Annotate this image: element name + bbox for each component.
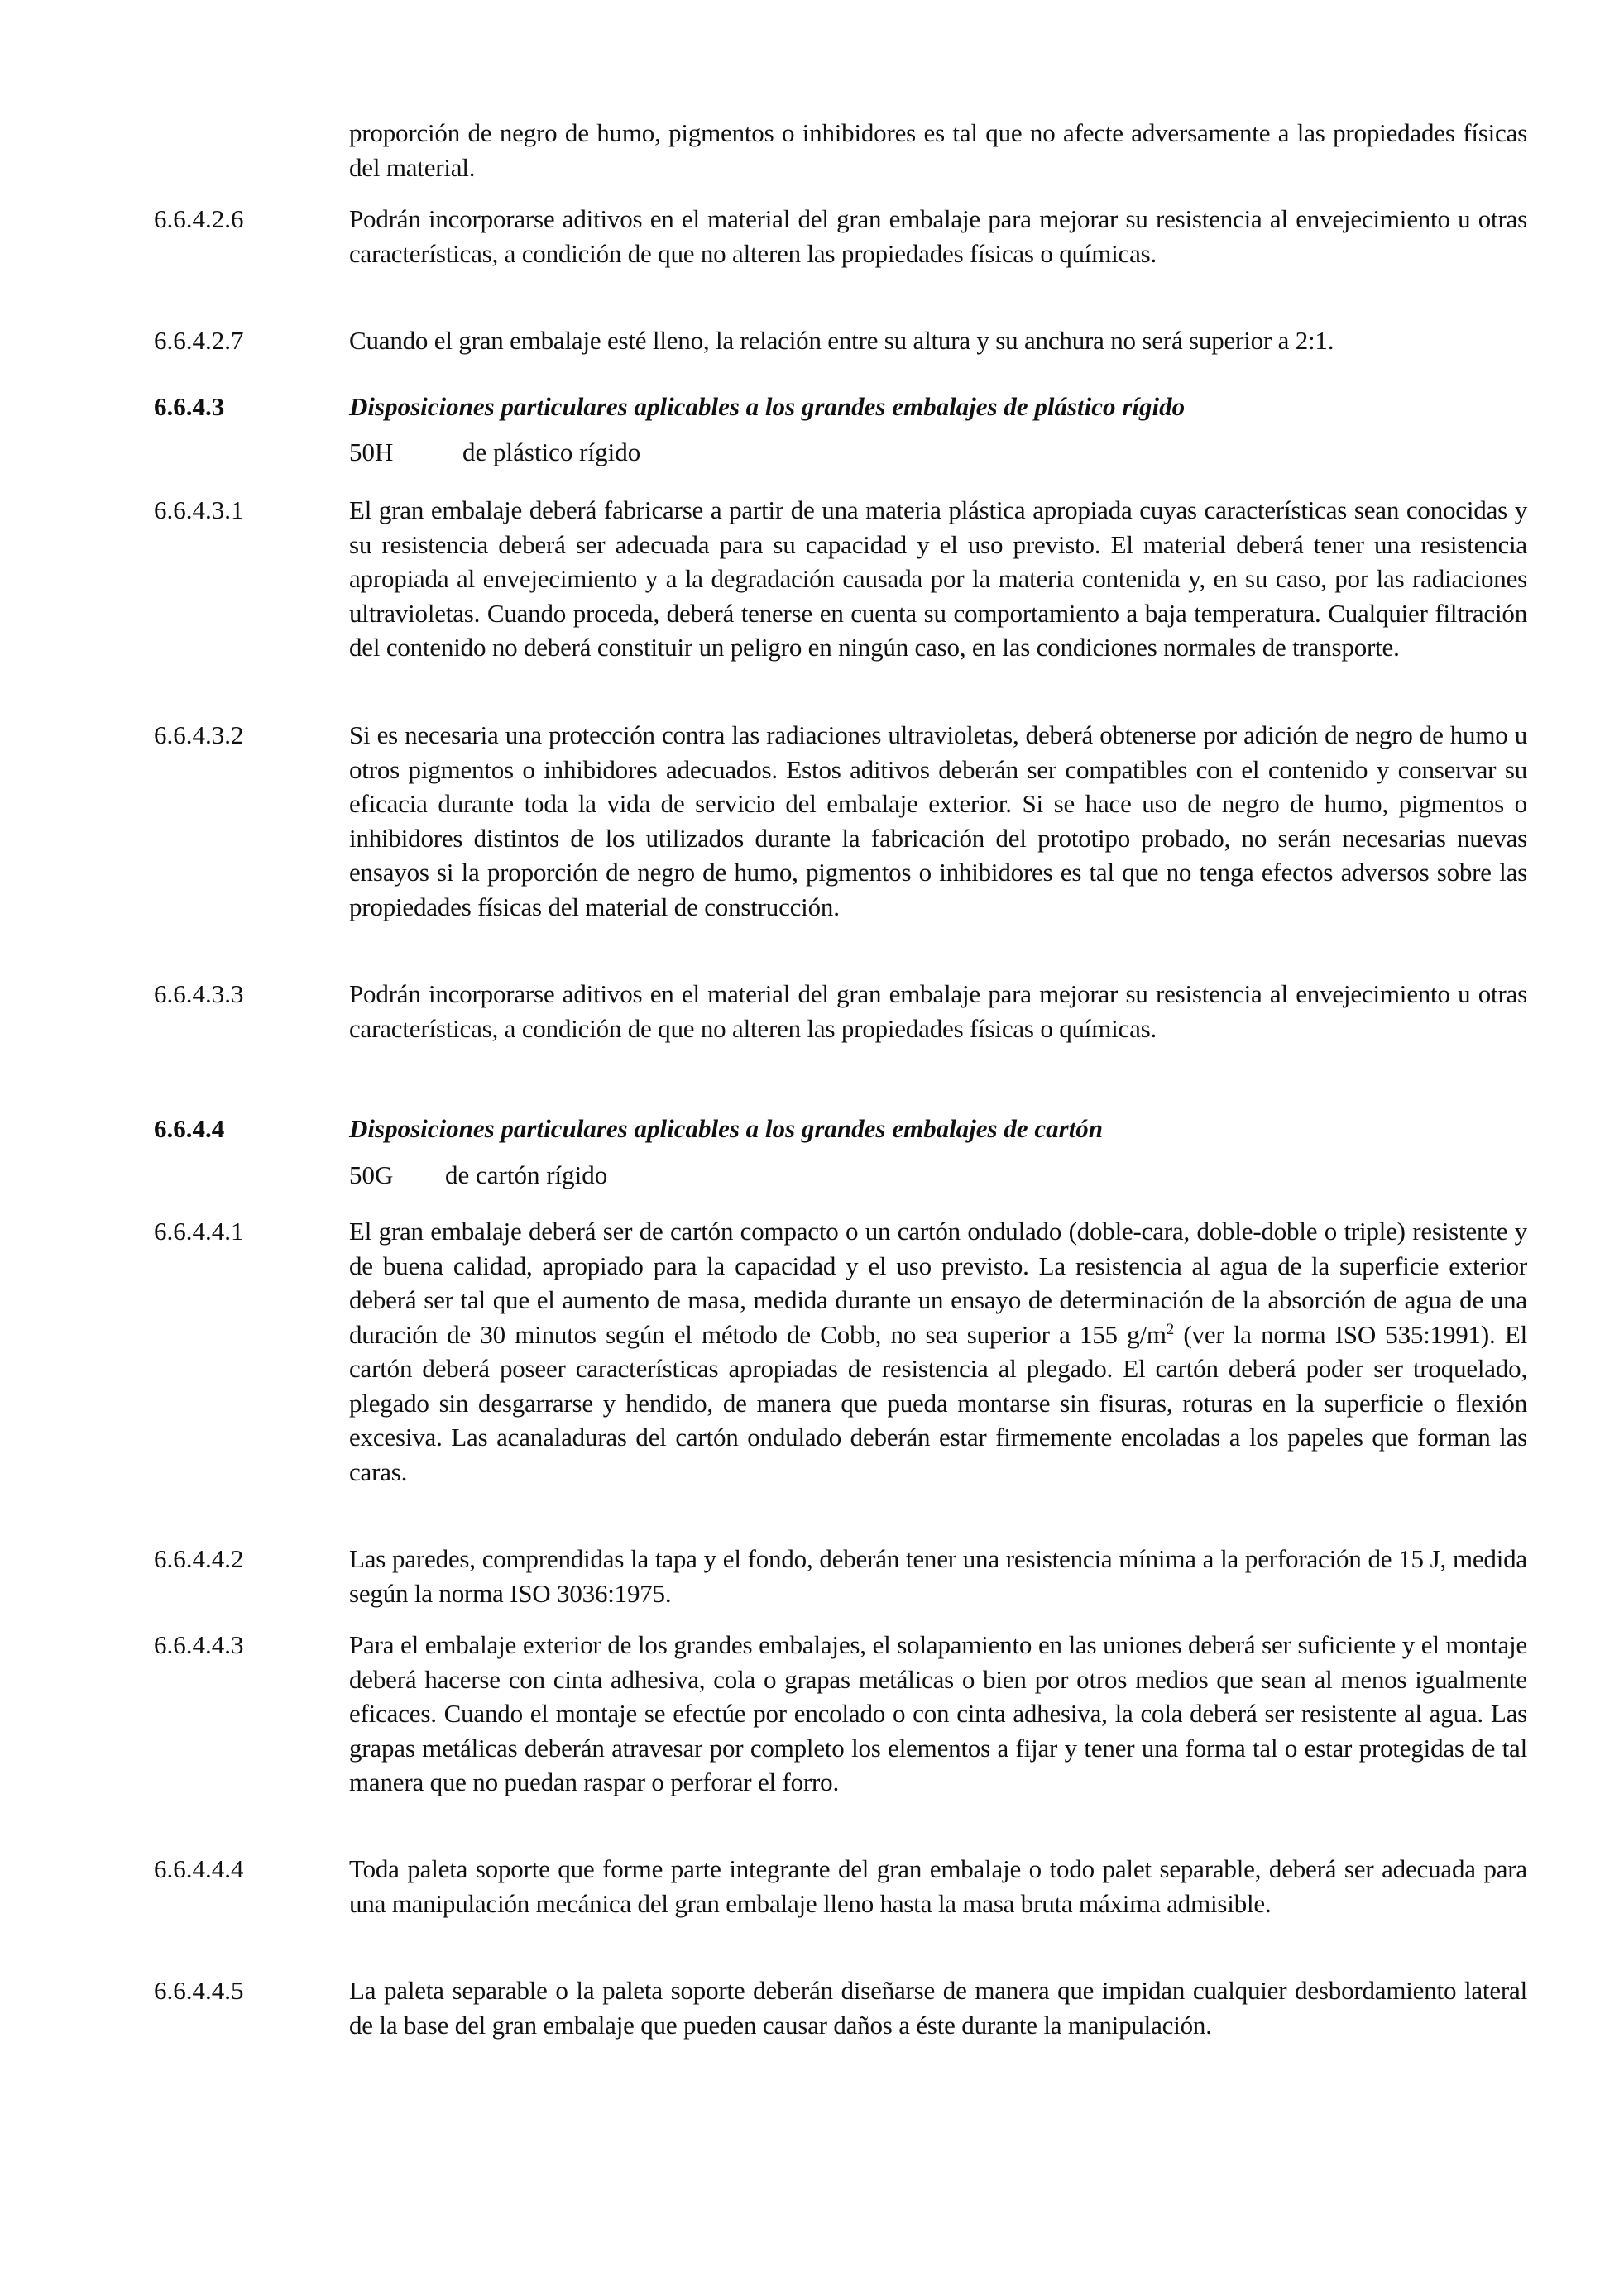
packaging-code-label: de plástico rígido	[462, 438, 641, 466]
paragraph-continuation	[154, 116, 1527, 184]
paragraph-6-6-4-4-2	[154, 1542, 1527, 1610]
paragraph-text: Las paredes, comprendidas la tapa y el fondo, deberán tener una resistencia mínima a la perforación de 15 J, medida según la norma ISO 3036:1975.	[349, 1544, 1527, 1608]
paragraph-text: Podrán incorporarse aditivos en el material del gran embalaje para mejorar su resistencia al envejecimiento u otras características, a condición de que no alteren las propiedades físicas o químicas.	[349, 204, 1527, 268]
section-title: Disposiciones particulares aplicables a los grandes embalajes de cartón	[349, 1114, 1104, 1143]
paragraph-text: El gran embalaje deberá fabricarse a partir de una materia plástica apropiada cuyas características sean conocidas y su resistencia deberá ser adecuada para su capacidad y el uso previsto. El material deberá tener una resistencia apropiada al envejecimiento y a la degradación causada por la materia contenida y, en su caso, por las radiaciones ultravioletas. Cuando proceda, deberá tenerse en cuenta su comportamiento a baja temperatura. Cualquier filtración del contenido no deberá constituir un peligro en ningún caso, en las condiciones normales de transporte.	[349, 495, 1527, 662]
paragraph-number: 6.6.4.2.6	[154, 204, 244, 233]
section-number: 6.6.4.3	[154, 392, 225, 421]
packaging-code: 50H	[349, 438, 394, 466]
paragraph-6-6-4-4-1	[154, 1214, 1527, 1489]
paragraph-6-6-4-3-1	[154, 493, 1527, 665]
paragraph-text: proporción de negro de humo, pigmentos o inhibidores es tal que no afecte adversamente a las propiedades físicas del material.	[349, 118, 1527, 182]
section-heading-6-6-4-4	[154, 1112, 1527, 1146]
paragraph-number: 6.6.4.2.7	[154, 326, 244, 355]
paragraph-number: 6.6.4.3.3	[154, 979, 244, 1008]
paragraph-6-6-4-4-5	[154, 1973, 1527, 2042]
paragraph-text: Si es necesaria una protección contra las radiaciones ultravioletas, deberá obtenerse por adición de negro de humo u otros pigmentos o inhibidores adecuados. Estos aditivos deberán ser compatibles con el contenido y conservar su eficacia durante toda la vida de servicio del embalaje exterior. Si se hace uso de negro de humo, pigmentos o inhibidores distintos de los utilizados durante la fabricación del prototipo probado, no serán necesarias nuevas ensayos si la proporción de negro de humo, pigmentos o inhibidores es tal que no tenga efectos adversos sobre las propiedades físicas del material de construcción.	[349, 720, 1527, 921]
paragraph-number: 6.6.4.4.3	[154, 1630, 244, 1659]
paragraph-number: 6.6.4.4.1	[154, 1217, 244, 1246]
paragraph-text: La paleta separable o la paleta soporte deberán diseñarse de manera que impidan cualquier desbordamiento lateral de la base del gran embalaje que pueden causar daños a éste durante la manipulación.	[349, 1976, 1527, 2040]
paragraph-number: 6.6.4.4.5	[154, 1976, 244, 2005]
superscript: 2	[1166, 1320, 1175, 1338]
packaging-code-50G	[154, 1158, 1527, 1193]
paragraph-6-6-4-4-4	[154, 1852, 1527, 1921]
paragraph-text: El gran embalaje deberá ser de cartón compacto o un cartón ondulado (doble-cara, doble-doble o triple) resistente y de buena calidad, apropiado para la capacidad y el uso previsto. La resistencia al agua de la superficie exterior deberá ser tal que el aumento de masa, medida durante un ensayo de determinación de la absorción de agua de una duración de 30 minutos según el método de Cobb, no sea superior a 155 $g/m^2$ (ver la norma ISO 535:1991). El cartón deberá poseer características apropiadas de resistencia al plegado. El cartón deberá poder ser troquelado, plegado sin desgarrarse y hendido, de manera que pueda montarse sin fisuras, roturas en la superficie o flexión excesiva. Las acanaladuras del cartón ondulado deberán estar firmemente encoladas a los papeles que forman las caras.	[349, 1217, 1527, 1486]
packaging-code-50H	[154, 435, 1527, 470]
paragraph-6-6-4-4-3	[154, 1628, 1527, 1800]
section-heading-6-6-4-3	[154, 390, 1527, 424]
packaging-code: 50G	[349, 1160, 394, 1189]
section-number: 6.6.4.4	[154, 1114, 225, 1143]
paragraph-6-6-4-2-6	[154, 202, 1527, 270]
paragraph-number: 6.6.4.3.2	[154, 720, 244, 749]
paragraph-6-6-4-3-2	[154, 718, 1527, 924]
paragraph-number: 6.6.4.4.4	[154, 1854, 244, 1883]
paragraph-6-6-4-2-7	[154, 323, 1527, 358]
paragraph-text: Cuando el gran embalaje esté lleno, la relación entre su altura y su anchura no será superior a 2:1.	[349, 326, 1334, 355]
section-title: Disposiciones particulares aplicables a los grandes embalajes de plástico rígido	[349, 392, 1186, 421]
paragraph-text: Toda paleta soporte que forme parte integrante del gran embalaje o todo palet separable, deberá ser adecuada para una manipulación mecánica del gran embalaje lleno hasta la masa bruta máxima admisible.	[349, 1854, 1527, 1918]
paragraph-number: 6.6.4.3.1	[154, 495, 244, 524]
paragraph-text: Podrán incorporarse aditivos en el material del gran embalaje para mejorar su resistencia al envejecimiento u otras características, a condición de que no alteren las propiedades físicas o químicas.	[349, 979, 1527, 1043]
packaging-code-label: de cartón rígido	[445, 1160, 608, 1189]
paragraph-text: Para el embalaje exterior de los grandes embalajes, el solapamiento en las uniones deberá ser suficiente y el montaje deberá hacerse con cinta adhesiva, cola o grapas metálicas o bien por otros medios que sean al menos igualmente eficaces. Cuando el montaje se efectúe por encolado o con cinta adhesiva, la cola deberá ser resistente al agua. Las grapas metálicas deberán atravesar por completo los elementos a fijar y tener una forma tal o estar protegidas de tal manera que no puedan raspar o perforar el forro.	[349, 1630, 1527, 1796]
paragraph-6-6-4-3-3	[154, 977, 1527, 1045]
paragraph-number: 6.6.4.4.2	[154, 1544, 244, 1573]
